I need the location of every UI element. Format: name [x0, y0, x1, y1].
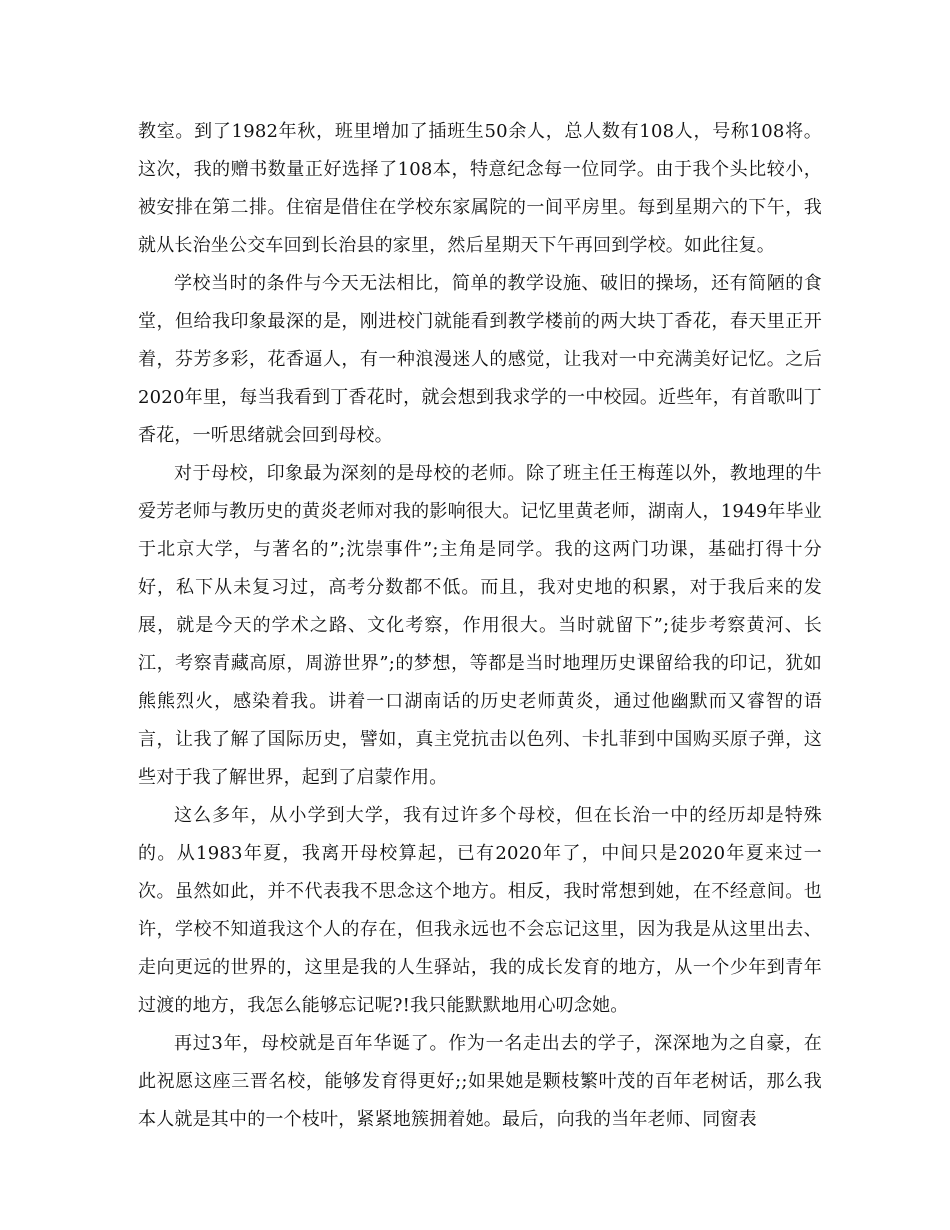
paragraph-5: 再过3年，母校就是百年华诞了。作为一名走出去的学子，深深地为之自豪，在此祝愿这座三晋名校，能够发育得更好;;如果她是颗枝繁叶茂的百年老树话，那么我本人就是其中的一个枝叶，紧紧地簇拥着她。最后，向我的当年老师、同窗表 — [138, 1033, 822, 1130]
paragraph-1: 教室。到了1982年秋，班里增加了插班生50余人，总人数有108人，号称108将。这次，我的赠书数量正好选择了108本，特意纪念每一位同学。由于我个头比较小，被安排在第二排。住宿是借住在学校东家属院的一间平房里。每到星期六的下午，我就从长治坐公交车回到长治县的家里，然后星期天下午再回到学校。如此往复。 — [138, 121, 822, 256]
document-body — [138, 113, 822, 1139]
paragraph-3: 对于母校，印象最为深刻的是母校的老师。除了班主任王梅莲以外，教地理的牛爱芳老师与教历史的黄炎老师对我的影响很大。记忆里黄老师，湖南人，1949年毕业于北京大学，与著名的”;沈崇事件”;主角是同学。我的这两门功课，基础打得十分好，私下从未复习过，高考分数都不低。而且，我对史地的积累，对于我后来的发展，就是今天的学术之路、文化考察，作用很大。当时就留下”;徒步考察黄河、长江，考察青藏高原，周游世界”;的梦想，等都是当时地理历史课留给我的印记，犹如熊熊烈火，感染着我。讲着一口湖南话的历史老师黄炎，通过他幽默而又睿智的语言，让我了解了国际历史，譬如，真主党抗击以色列、卡扎菲到中国购买原子弹，这些对于我了解世界，起到了启蒙作用。 — [138, 463, 822, 788]
paragraph-4: 这么多年，从小学到大学，我有过许多个母校，但在长治一中的经历却是特殊的。从1983年夏，我离开母校算起，已有2020年了，中间只是2020年夏来过一次。虽然如此，并不代表我不思念这个地方。相反，我时常想到她，在不经意间。也许，学校不知道我这个人的存在，但我永远也不会忘记这里，因为我是从这里出去、走向更远的世界的，这里是我的人生驿站，我的成长发育的地方，从一个少年到青年过渡的地方，我怎么能够忘记呢?!我只能默默地用心叨念她。 — [138, 805, 822, 1016]
paragraph-2: 学校当时的条件与今天无法相比，简单的教学设施、破旧的操场，还有简陋的食堂，但给我印象最深的是，刚进校门就能看到教学楼前的两大块丁香花，春天里正开着，芬芳多彩，花香逼人，有一种浪漫迷人的感觉，让我对一中充满美好记忆。之后2020年里，每当我看到丁香花时，就会想到我求学的一中校园。近些年，有首歌叫丁香花，一听思绪就会回到母校。 — [138, 273, 822, 446]
